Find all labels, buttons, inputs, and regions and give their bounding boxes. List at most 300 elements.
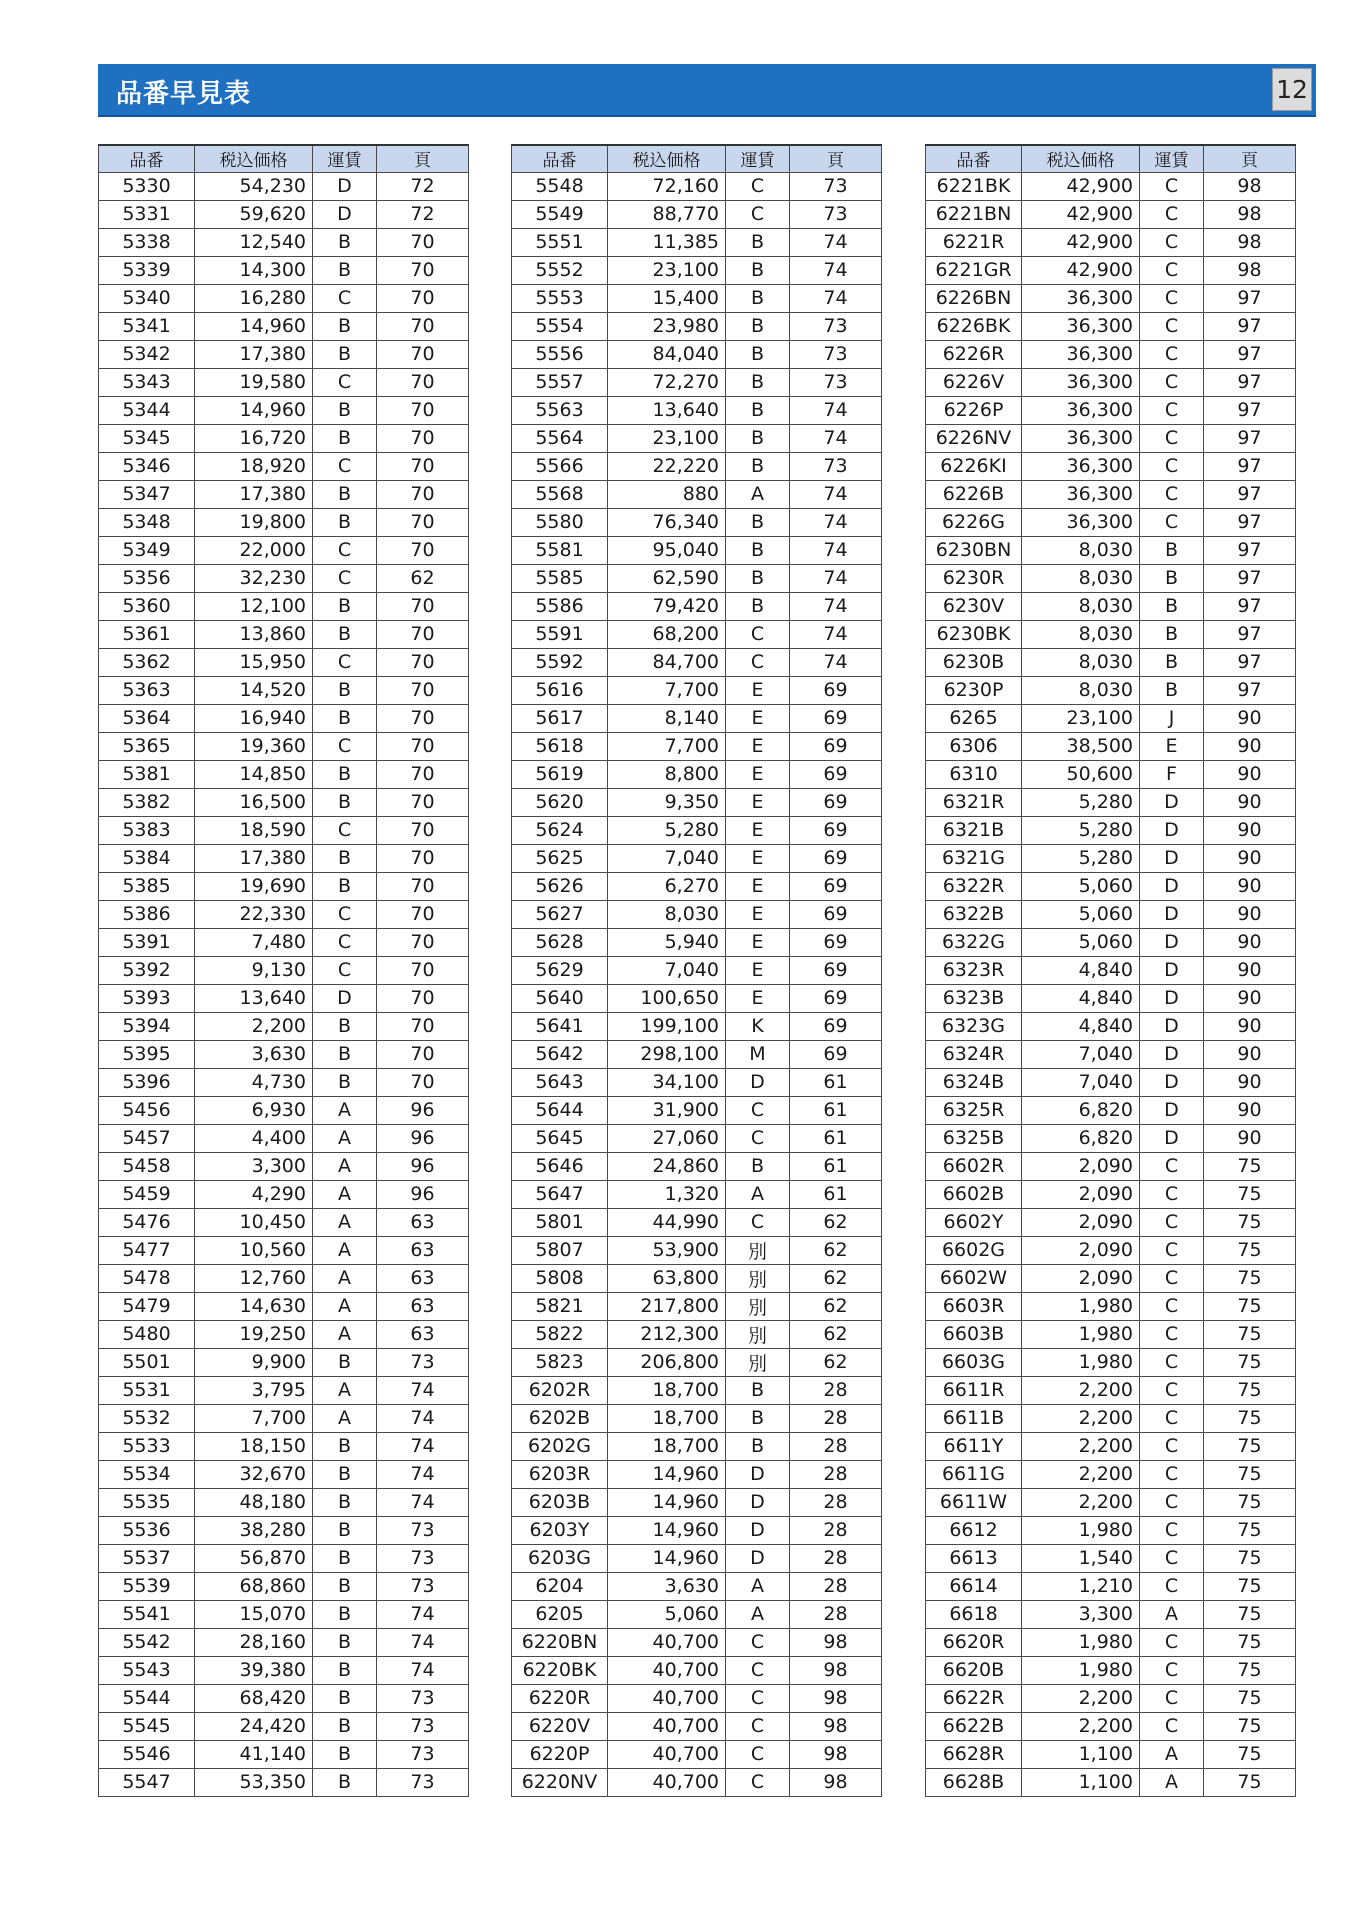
page-cell: 73 (377, 1684, 469, 1712)
shipping-cell: A (313, 1320, 377, 1348)
product-number-cell: 5343 (99, 368, 195, 396)
table-row (926, 1712, 1296, 1740)
page-cell: 70 (377, 872, 469, 900)
shipping-cell: B (726, 228, 790, 256)
page-cell: 73 (790, 452, 882, 480)
price-cell: 23,980 (608, 312, 726, 340)
price-cell: 8,030 (1022, 592, 1140, 620)
price-cell: 19,800 (195, 508, 313, 536)
price-cell: 6,270 (608, 872, 726, 900)
page-cell: 75 (1204, 1432, 1296, 1460)
page-cell: 74 (790, 508, 882, 536)
product-number-cell: 5331 (99, 200, 195, 228)
price-cell: 42,900 (1022, 172, 1140, 200)
price-cell: 1,540 (1022, 1544, 1140, 1572)
price-cell: 8,030 (1022, 620, 1140, 648)
table-row (99, 592, 469, 620)
shipping-cell: A (313, 1096, 377, 1124)
shipping-cell: A (1140, 1600, 1204, 1628)
page-cell: 90 (1204, 704, 1296, 732)
shipping-cell: D (726, 1488, 790, 1516)
table-row (99, 200, 469, 228)
table-row (926, 1572, 1296, 1600)
shipping-cell: A (313, 1376, 377, 1404)
shipping-cell: C (313, 816, 377, 844)
table-row (926, 228, 1296, 256)
page-cell: 75 (1204, 1376, 1296, 1404)
product-number-cell: 5537 (99, 1544, 195, 1572)
table-row (926, 956, 1296, 984)
price-cell: 18,150 (195, 1432, 313, 1460)
shipping-cell: C (1140, 172, 1204, 200)
price-cell: 9,130 (195, 956, 313, 984)
page-cell: 96 (377, 1152, 469, 1180)
page-cell: 90 (1204, 1040, 1296, 1068)
price-cell: 6,820 (1022, 1096, 1140, 1124)
price-cell: 1,210 (1022, 1572, 1140, 1600)
shipping-cell: C (313, 928, 377, 956)
price-cell: 2,200 (1022, 1712, 1140, 1740)
shipping-cell: C (726, 620, 790, 648)
page-cell: 74 (790, 228, 882, 256)
page-cell: 98 (1204, 256, 1296, 284)
page-cell: 61 (790, 1152, 882, 1180)
table-row (926, 396, 1296, 424)
price-cell: 36,300 (1022, 452, 1140, 480)
table-row (926, 760, 1296, 788)
page-cell: 98 (790, 1684, 882, 1712)
table-row (99, 956, 469, 984)
shipping-cell: B (313, 1572, 377, 1600)
page-cell: 98 (1204, 200, 1296, 228)
price-cell: 5,060 (1022, 900, 1140, 928)
shipping-cell: C (313, 284, 377, 312)
product-number-cell: 6220BN (512, 1628, 608, 1656)
product-number-cell: 6611Y (926, 1432, 1022, 1460)
product-number-cell: 6220R (512, 1684, 608, 1712)
page-cell: 90 (1204, 760, 1296, 788)
shipping-cell: B (726, 452, 790, 480)
price-cell: 212,300 (608, 1320, 726, 1348)
product-number-cell: 5624 (512, 816, 608, 844)
product-number-cell: 5554 (512, 312, 608, 340)
price-cell: 53,900 (608, 1236, 726, 1264)
shipping-cell: E (726, 732, 790, 760)
product-number-cell: 5477 (99, 1236, 195, 1264)
page-cell: 97 (1204, 340, 1296, 368)
product-number-cell: 5344 (99, 396, 195, 424)
price-cell: 4,840 (1022, 984, 1140, 1012)
shipping-cell: C (726, 1096, 790, 1124)
product-number-cell: 5340 (99, 284, 195, 312)
table-row (99, 396, 469, 424)
product-number-cell: 6614 (926, 1572, 1022, 1600)
price-cell: 4,840 (1022, 956, 1140, 984)
product-number-cell: 5640 (512, 984, 608, 1012)
page-cell: 73 (377, 1712, 469, 1740)
page-cell: 70 (377, 592, 469, 620)
page-cell: 69 (790, 900, 882, 928)
table-row (99, 1600, 469, 1628)
table-row (926, 1152, 1296, 1180)
product-number-cell: 5626 (512, 872, 608, 900)
page-cell: 74 (377, 1656, 469, 1684)
page-cell: 62 (790, 1264, 882, 1292)
price-cell: 63,800 (608, 1264, 726, 1292)
shipping-cell: D (726, 1516, 790, 1544)
product-number-cell: 5545 (99, 1712, 195, 1740)
price-cell: 1,980 (1022, 1320, 1140, 1348)
price-cell: 2,090 (1022, 1264, 1140, 1292)
price-cell: 7,480 (195, 928, 313, 956)
table-row (512, 816, 882, 844)
table-row (512, 676, 882, 704)
shipping-cell: B (313, 228, 377, 256)
product-number-cell: 5549 (512, 200, 608, 228)
shipping-cell: C (1140, 368, 1204, 396)
page-cell: 69 (790, 732, 882, 760)
table-row (512, 1712, 882, 1740)
product-number-cell: 6221BN (926, 200, 1022, 228)
page-cell: 97 (1204, 536, 1296, 564)
shipping-cell: C (313, 452, 377, 480)
product-number-cell: 5539 (99, 1572, 195, 1600)
table-row (926, 284, 1296, 312)
page-cell: 90 (1204, 788, 1296, 816)
shipping-cell: C (1140, 452, 1204, 480)
page-cell: 97 (1204, 676, 1296, 704)
product-number-cell: 6205 (512, 1600, 608, 1628)
product-number-cell: 6602W (926, 1264, 1022, 1292)
table-row (99, 1572, 469, 1600)
table-row (512, 1516, 882, 1544)
table-row (926, 900, 1296, 928)
price-cell: 95,040 (608, 536, 726, 564)
shipping-cell: D (1140, 1124, 1204, 1152)
product-number-cell: 6613 (926, 1544, 1022, 1572)
page-cell: 70 (377, 256, 469, 284)
table-row (512, 1404, 882, 1432)
shipping-cell: B (313, 1740, 377, 1768)
product-number-cell: 6226P (926, 396, 1022, 424)
price-cell: 38,280 (195, 1516, 313, 1544)
shipping-cell: D (1140, 788, 1204, 816)
table-row (99, 284, 469, 312)
table-row (512, 1124, 882, 1152)
price-cell: 16,940 (195, 704, 313, 732)
table-row (512, 480, 882, 508)
table-row (512, 732, 882, 760)
product-number-cell: 6611B (926, 1404, 1022, 1432)
product-number-cell: 5641 (512, 1012, 608, 1040)
product-number-cell: 5382 (99, 788, 195, 816)
price-cell: 62,590 (608, 564, 726, 592)
table-row (926, 452, 1296, 480)
product-number-cell: 5580 (512, 508, 608, 536)
table-row (926, 1376, 1296, 1404)
page-cell: 69 (790, 844, 882, 872)
table-row (926, 676, 1296, 704)
table-row (926, 1124, 1296, 1152)
table-row (926, 1516, 1296, 1544)
product-number-cell: 6602B (926, 1180, 1022, 1208)
page-cell: 75 (1204, 1656, 1296, 1684)
table-row (99, 1768, 469, 1796)
shipping-cell: C (1140, 396, 1204, 424)
product-number-cell: 6628R (926, 1740, 1022, 1768)
page-cell: 28 (790, 1404, 882, 1432)
price-cell: 16,500 (195, 788, 313, 816)
shipping-cell: C (313, 564, 377, 592)
table-row (99, 704, 469, 732)
shipping-cell: E (726, 676, 790, 704)
product-number-cell: 5338 (99, 228, 195, 256)
shipping-cell: B (1140, 648, 1204, 676)
page-cell: 90 (1204, 1012, 1296, 1040)
page-cell: 74 (790, 256, 882, 284)
page-cell: 61 (790, 1096, 882, 1124)
price-cell: 19,580 (195, 368, 313, 396)
product-number-cell: 5808 (512, 1264, 608, 1292)
page-cell: 75 (1204, 1348, 1296, 1376)
table-row (99, 1404, 469, 1432)
price-cell: 14,300 (195, 256, 313, 284)
table-row (512, 172, 882, 200)
table-row (926, 844, 1296, 872)
shipping-cell: C (1140, 256, 1204, 284)
shipping-cell: C (1140, 1236, 1204, 1264)
table-row (926, 1544, 1296, 1572)
shipping-cell: B (726, 1152, 790, 1180)
shipping-cell: E (726, 956, 790, 984)
shipping-cell: B (726, 564, 790, 592)
page-cell: 70 (377, 368, 469, 396)
table-row (926, 1096, 1296, 1124)
product-number-cell: 6221R (926, 228, 1022, 256)
price-cell: 8,030 (1022, 676, 1140, 704)
price-cell: 36,300 (1022, 340, 1140, 368)
price-cell: 88,770 (608, 200, 726, 228)
price-cell: 5,060 (1022, 928, 1140, 956)
table-row (99, 1376, 469, 1404)
shipping-cell: C (1140, 284, 1204, 312)
shipping-cell: C (726, 1684, 790, 1712)
page-cell: 73 (790, 312, 882, 340)
page-cell: 90 (1204, 900, 1296, 928)
product-number-cell: 5384 (99, 844, 195, 872)
table-row (512, 760, 882, 788)
price-cell: 72,160 (608, 172, 726, 200)
shipping-cell: C (1140, 1432, 1204, 1460)
page-cell: 70 (377, 536, 469, 564)
price-cell: 40,700 (608, 1684, 726, 1712)
price-cell: 5,940 (608, 928, 726, 956)
product-number-cell: 6323B (926, 984, 1022, 1012)
table-row (99, 1152, 469, 1180)
page-cell: 90 (1204, 956, 1296, 984)
table-row (512, 1040, 882, 1068)
table-row (99, 1488, 469, 1516)
price-cell: 13,860 (195, 620, 313, 648)
table-row (926, 508, 1296, 536)
price-cell: 3,630 (195, 1040, 313, 1068)
product-number-cell: 6611W (926, 1488, 1022, 1516)
product-number-cell: 5548 (512, 172, 608, 200)
page-cell: 28 (790, 1544, 882, 1572)
shipping-cell: B (313, 620, 377, 648)
shipping-cell: B (313, 704, 377, 732)
page-cell: 61 (790, 1180, 882, 1208)
shipping-cell: D (1140, 984, 1204, 1012)
page-cell: 75 (1204, 1628, 1296, 1656)
price-cell: 2,090 (1022, 1236, 1140, 1264)
shipping-cell: C (1140, 312, 1204, 340)
page-cell: 69 (790, 928, 882, 956)
page-title: 品番早見表 (116, 79, 252, 109)
page-cell: 70 (377, 956, 469, 984)
page-cell: 90 (1204, 816, 1296, 844)
page-cell: 75 (1204, 1236, 1296, 1264)
page-cell: 98 (790, 1656, 882, 1684)
price-cell: 18,920 (195, 452, 313, 480)
page-cell: 69 (790, 816, 882, 844)
table-row (99, 1544, 469, 1572)
page-cell: 70 (377, 1012, 469, 1040)
shipping-cell: B (313, 508, 377, 536)
shipping-cell: B (313, 844, 377, 872)
table-row (99, 480, 469, 508)
table-row (512, 452, 882, 480)
shipping-cell: B (313, 396, 377, 424)
page-cell: 73 (377, 1516, 469, 1544)
table-row (99, 424, 469, 452)
page-cell: 74 (377, 1628, 469, 1656)
page-cell: 70 (377, 480, 469, 508)
product-number-cell: 5564 (512, 424, 608, 452)
table-row (99, 1320, 469, 1348)
price-cell: 84,040 (608, 340, 726, 368)
product-number-cell: 6622B (926, 1712, 1022, 1740)
product-number-cell: 5544 (99, 1684, 195, 1712)
page-cell: 69 (790, 704, 882, 732)
page-cell: 62 (790, 1236, 882, 1264)
price-cell: 5,060 (1022, 872, 1140, 900)
price-cell: 7,700 (608, 676, 726, 704)
product-number-cell: 5543 (99, 1656, 195, 1684)
product-number-cell: 6622R (926, 1684, 1022, 1712)
shipping-cell: A (313, 1292, 377, 1320)
page-cell: 75 (1204, 1460, 1296, 1488)
page-cell: 72 (377, 172, 469, 200)
price-cell: 14,960 (608, 1544, 726, 1572)
shipping-cell: C (726, 1740, 790, 1768)
shipping-cell: C (1140, 1684, 1204, 1712)
table-row (512, 1488, 882, 1516)
page-cell: 75 (1204, 1264, 1296, 1292)
page-cell: 69 (790, 956, 882, 984)
page-cell: 74 (377, 1600, 469, 1628)
product-number-cell: 5822 (512, 1320, 608, 1348)
shipping-cell: 別 (726, 1348, 790, 1376)
price-cell: 10,560 (195, 1236, 313, 1264)
shipping-cell: B (726, 256, 790, 284)
page-cell: 70 (377, 676, 469, 704)
table-row (926, 984, 1296, 1012)
price-cell: 59,620 (195, 200, 313, 228)
shipping-cell: D (726, 1544, 790, 1572)
product-number-cell: 6265 (926, 704, 1022, 732)
table-row (512, 564, 882, 592)
price-cell: 18,700 (608, 1432, 726, 1460)
header-page: 頁 (790, 145, 882, 172)
shipping-cell: D (1140, 816, 1204, 844)
shipping-cell: D (1140, 928, 1204, 956)
table-row (512, 312, 882, 340)
product-number-cell: 6203R (512, 1460, 608, 1488)
product-number-cell: 5557 (512, 368, 608, 396)
table-row (926, 1068, 1296, 1096)
shipping-cell: B (726, 592, 790, 620)
product-number-cell: 6628B (926, 1768, 1022, 1796)
table-row (512, 1152, 882, 1180)
page-cell: 98 (790, 1628, 882, 1656)
page-cell: 75 (1204, 1516, 1296, 1544)
page-cell: 98 (790, 1740, 882, 1768)
page-cell: 28 (790, 1432, 882, 1460)
page-cell: 70 (377, 228, 469, 256)
table-row (512, 1096, 882, 1124)
page-cell: 74 (790, 284, 882, 312)
table-row (99, 1124, 469, 1152)
shipping-cell: A (1140, 1740, 1204, 1768)
price-cell: 1,980 (1022, 1516, 1140, 1544)
product-number-cell: 5821 (512, 1292, 608, 1320)
price-cell: 38,500 (1022, 732, 1140, 760)
page-cell: 97 (1204, 564, 1296, 592)
price-cell: 41,140 (195, 1740, 313, 1768)
price-cell: 880 (608, 480, 726, 508)
price-cell: 31,900 (608, 1096, 726, 1124)
table-row (926, 648, 1296, 676)
table-row (99, 1096, 469, 1124)
price-cell: 5,280 (1022, 816, 1140, 844)
header-banner (98, 64, 1316, 117)
page-cell: 70 (377, 732, 469, 760)
page-cell: 74 (377, 1460, 469, 1488)
product-number-cell: 6230R (926, 564, 1022, 592)
product-number-cell: 5645 (512, 1124, 608, 1152)
shipping-cell: B (313, 1712, 377, 1740)
price-cell: 7,040 (608, 844, 726, 872)
shipping-cell: C (1140, 340, 1204, 368)
price-cell: 2,200 (1022, 1684, 1140, 1712)
page-cell: 28 (790, 1376, 882, 1404)
price-cell: 1,980 (1022, 1348, 1140, 1376)
price-cell: 217,800 (608, 1292, 726, 1320)
table-row (926, 312, 1296, 340)
shipping-cell: B (726, 508, 790, 536)
table-row (926, 1740, 1296, 1768)
shipping-cell: A (726, 480, 790, 508)
page-cell: 75 (1204, 1600, 1296, 1628)
price-cell: 19,360 (195, 732, 313, 760)
shipping-cell: B (313, 1488, 377, 1516)
price-cell: 42,900 (1022, 200, 1140, 228)
product-number-cell: 5619 (512, 760, 608, 788)
table-row (926, 732, 1296, 760)
product-number-cell: 5647 (512, 1180, 608, 1208)
shipping-cell: B (726, 1432, 790, 1460)
